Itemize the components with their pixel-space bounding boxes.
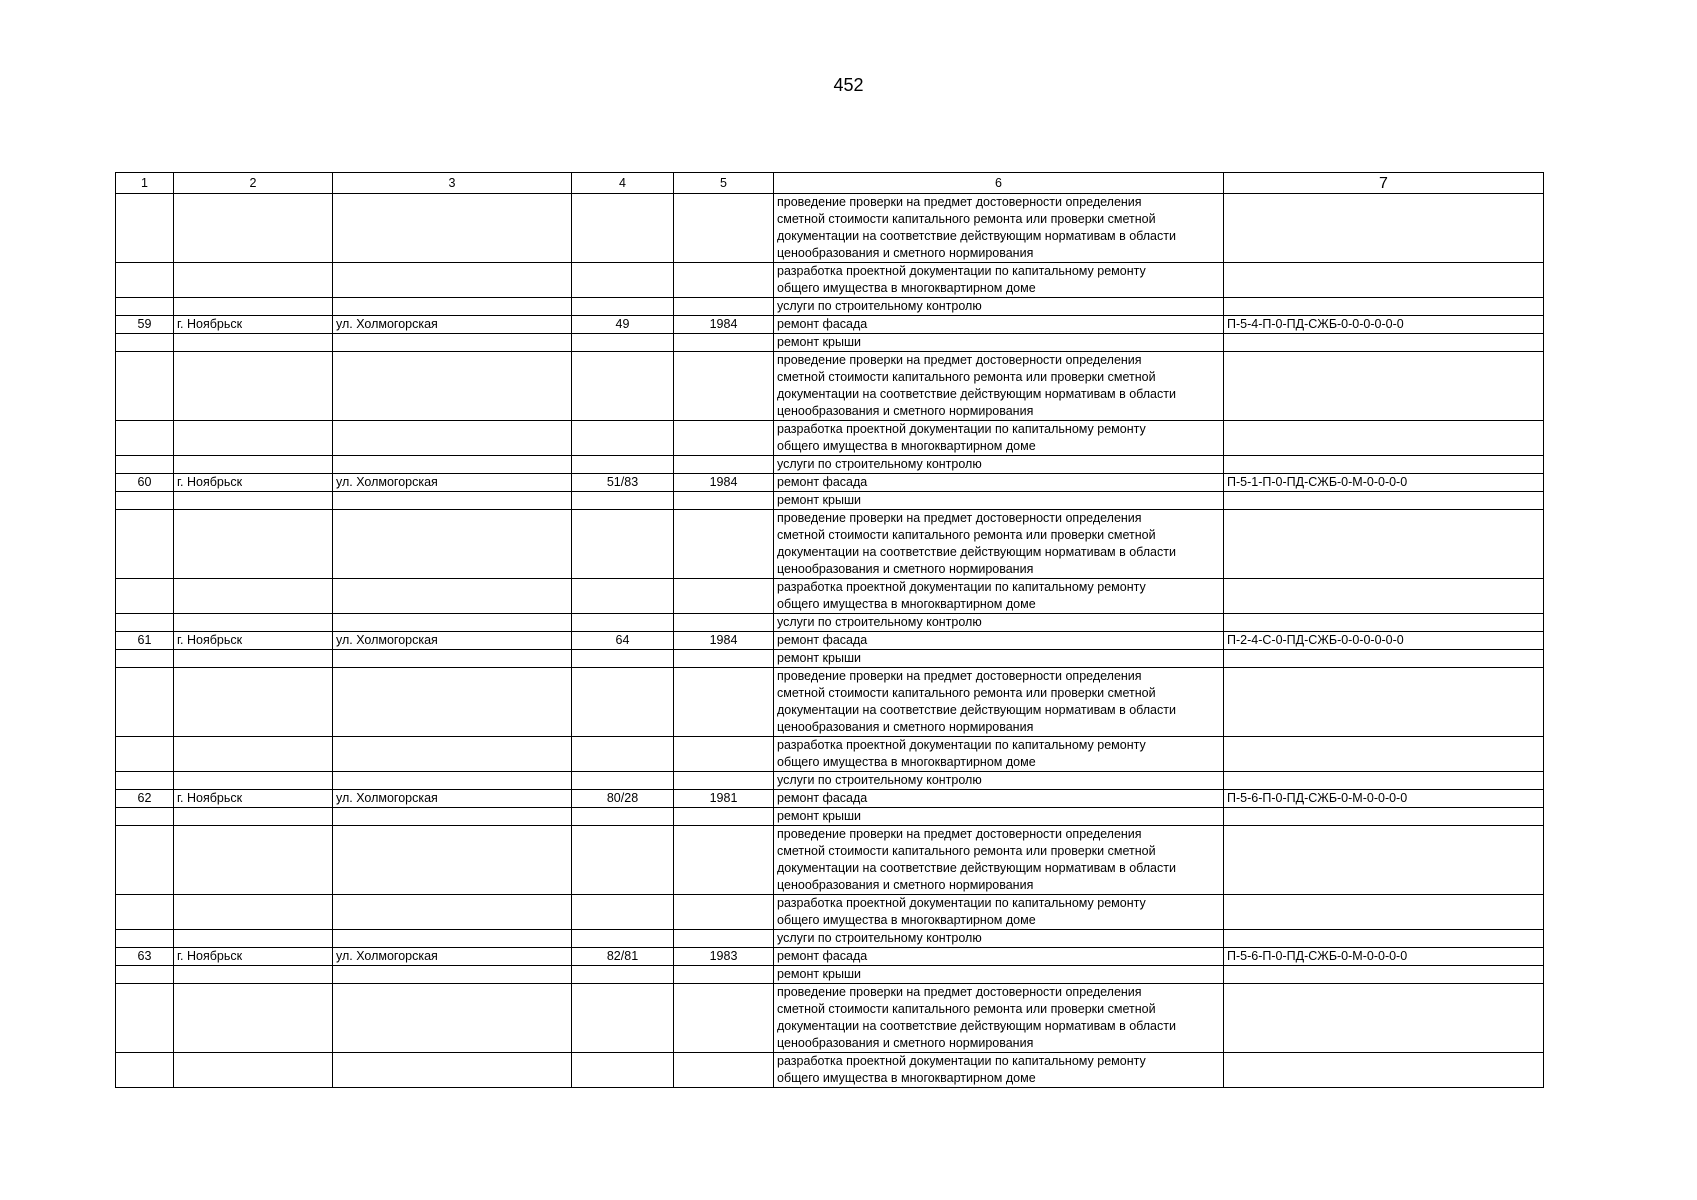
- house-number-cell: [572, 614, 674, 632]
- house-number-cell: [572, 668, 674, 737]
- building-code-cell: [1224, 614, 1544, 632]
- work-type-cell: ремонт крыши: [774, 492, 1224, 510]
- year-built-cell: [674, 895, 774, 930]
- work-type-cell: ремонт фасада: [774, 474, 1224, 492]
- header-cell-1: 1: [116, 173, 174, 194]
- house-number-cell: [572, 421, 674, 456]
- city-cell: [174, 808, 333, 826]
- row-number-cell: 61: [116, 632, 174, 650]
- building-code-cell: [1224, 966, 1544, 984]
- year-built-cell: [674, 826, 774, 895]
- header-cell-6: 6: [774, 173, 1224, 194]
- row-number-cell: [116, 194, 174, 263]
- year-built-cell: [674, 421, 774, 456]
- row-number-cell: [116, 263, 174, 298]
- year-built-cell: 1981: [674, 790, 774, 808]
- table-row: [116, 474, 1544, 492]
- year-built-cell: [674, 334, 774, 352]
- city-cell: [174, 737, 333, 772]
- building-code-cell: П-5-1-П-0-ПД-СЖБ-0-М-0-0-0-0: [1224, 474, 1544, 492]
- table-row: [116, 456, 1544, 474]
- city-cell: [174, 352, 333, 421]
- year-built-cell: 1984: [674, 632, 774, 650]
- street-cell: [333, 334, 572, 352]
- row-number-cell: [116, 1053, 174, 1088]
- year-built-cell: [674, 737, 774, 772]
- work-type-cell: разработка проектной документации по капитальному ремонту общего имущества в многоквартирном доме: [774, 1053, 1224, 1088]
- building-code-cell: [1224, 984, 1544, 1053]
- row-number-cell: 60: [116, 474, 174, 492]
- row-number-cell: [116, 334, 174, 352]
- table-row: [116, 650, 1544, 668]
- city-cell: г. Ноябрьск: [174, 948, 333, 966]
- city-cell: [174, 421, 333, 456]
- header-cell-4: 4: [572, 173, 674, 194]
- house-number-cell: [572, 579, 674, 614]
- house-number-cell: 80/28: [572, 790, 674, 808]
- house-number-cell: [572, 1053, 674, 1088]
- house-number-cell: [572, 650, 674, 668]
- row-number-cell: [116, 650, 174, 668]
- table-row: [116, 948, 1544, 966]
- repair-registry-table: [115, 172, 1544, 1088]
- street-cell: ул. Холмогорская: [333, 316, 572, 334]
- row-number-cell: [116, 737, 174, 772]
- house-number-cell: [572, 298, 674, 316]
- work-type-cell: разработка проектной документации по капитальному ремонту общего имущества в многоквартирном доме: [774, 421, 1224, 456]
- row-number-cell: [116, 298, 174, 316]
- work-type-cell: проведение проверки на предмет достоверности определения сметной стоимости капитального ремонта или проверки сметной документации на соответствие действующим нормативам в области ценообразования и сметного нормирования: [774, 668, 1224, 737]
- work-type-cell: ремонт крыши: [774, 966, 1224, 984]
- work-type-cell: проведение проверки на предмет достоверности определения сметной стоимости капитального ремонта или проверки сметной документации на соответствие действующим нормативам в области ценообразования и сметного нормирования: [774, 352, 1224, 421]
- year-built-cell: [674, 510, 774, 579]
- street-cell: [333, 492, 572, 510]
- work-type-cell: проведение проверки на предмет достоверности определения сметной стоимости капитального ремонта или проверки сметной документации на соответствие действующим нормативам в области ценообразования и сметного нормирования: [774, 984, 1224, 1053]
- table-row: [116, 334, 1544, 352]
- street-cell: ул. Холмогорская: [333, 790, 572, 808]
- work-type-cell: разработка проектной документации по капитальному ремонту общего имущества в многоквартирном доме: [774, 579, 1224, 614]
- building-code-cell: [1224, 421, 1544, 456]
- building-code-cell: П-5-6-П-0-ПД-СЖБ-0-М-0-0-0-0: [1224, 790, 1544, 808]
- street-cell: [333, 510, 572, 579]
- building-code-cell: [1224, 737, 1544, 772]
- work-type-cell: услуги по строительному контролю: [774, 930, 1224, 948]
- row-number-cell: [116, 492, 174, 510]
- year-built-cell: [674, 614, 774, 632]
- building-code-cell: П-5-6-П-0-ПД-СЖБ-0-М-0-0-0-0: [1224, 948, 1544, 966]
- row-number-cell: 59: [116, 316, 174, 334]
- building-code-cell: [1224, 650, 1544, 668]
- table-row: [116, 492, 1544, 510]
- building-code-cell: [1224, 668, 1544, 737]
- header-cell-3: 3: [333, 173, 572, 194]
- row-number-cell: 62: [116, 790, 174, 808]
- table-row: [116, 668, 1544, 737]
- work-type-cell: ремонт крыши: [774, 808, 1224, 826]
- work-type-cell: ремонт фасада: [774, 790, 1224, 808]
- street-cell: [333, 826, 572, 895]
- city-cell: [174, 1053, 333, 1088]
- building-code-cell: П-5-4-П-0-ПД-СЖБ-0-0-0-0-0-0: [1224, 316, 1544, 334]
- city-cell: [174, 298, 333, 316]
- house-number-cell: [572, 808, 674, 826]
- street-cell: [333, 1053, 572, 1088]
- year-built-cell: [674, 352, 774, 421]
- building-code-cell: [1224, 298, 1544, 316]
- table-row: [116, 194, 1544, 263]
- house-number-cell: [572, 826, 674, 895]
- year-built-cell: [674, 579, 774, 614]
- year-built-cell: 1984: [674, 316, 774, 334]
- city-cell: г. Ноябрьск: [174, 632, 333, 650]
- year-built-cell: [674, 1053, 774, 1088]
- city-cell: [174, 579, 333, 614]
- year-built-cell: [674, 298, 774, 316]
- work-type-cell: услуги по строительному контролю: [774, 298, 1224, 316]
- work-type-cell: ремонт фасада: [774, 948, 1224, 966]
- row-number-cell: [116, 579, 174, 614]
- street-cell: [333, 895, 572, 930]
- table-row: [116, 614, 1544, 632]
- row-number-cell: [116, 984, 174, 1053]
- work-type-cell: разработка проектной документации по капитальному ремонту общего имущества в многоквартирном доме: [774, 895, 1224, 930]
- house-number-cell: [572, 930, 674, 948]
- city-cell: г. Ноябрьск: [174, 474, 333, 492]
- row-number-cell: [116, 510, 174, 579]
- table-row: [116, 298, 1544, 316]
- house-number-cell: [572, 984, 674, 1053]
- street-cell: [333, 737, 572, 772]
- table-row: [116, 1053, 1544, 1088]
- house-number-cell: [572, 334, 674, 352]
- table-row: [116, 826, 1544, 895]
- city-cell: [174, 334, 333, 352]
- city-cell: [174, 826, 333, 895]
- work-type-cell: разработка проектной документации по капитальному ремонту общего имущества в многоквартирном доме: [774, 263, 1224, 298]
- row-number-cell: [116, 772, 174, 790]
- city-cell: [174, 895, 333, 930]
- house-number-cell: [572, 263, 674, 298]
- table-row: [116, 510, 1544, 579]
- street-cell: [333, 808, 572, 826]
- year-built-cell: [674, 930, 774, 948]
- building-code-cell: [1224, 895, 1544, 930]
- street-cell: [333, 966, 572, 984]
- year-built-cell: [674, 492, 774, 510]
- city-cell: [174, 966, 333, 984]
- building-code-cell: [1224, 510, 1544, 579]
- building-code-cell: П-2-4-С-0-ПД-СЖБ-0-0-0-0-0-0: [1224, 632, 1544, 650]
- row-number-cell: [116, 930, 174, 948]
- street-cell: ул. Холмогорская: [333, 948, 572, 966]
- page-number: 452: [833, 75, 864, 95]
- work-type-cell: услуги по строительному контролю: [774, 614, 1224, 632]
- building-code-cell: [1224, 194, 1544, 263]
- year-built-cell: [674, 194, 774, 263]
- year-built-cell: 1984: [674, 474, 774, 492]
- row-number-cell: [116, 456, 174, 474]
- city-cell: [174, 650, 333, 668]
- street-cell: [333, 298, 572, 316]
- city-cell: г. Ноябрьск: [174, 790, 333, 808]
- work-type-cell: ремонт крыши: [774, 334, 1224, 352]
- row-number-cell: [116, 352, 174, 421]
- row-number-cell: [116, 421, 174, 456]
- street-cell: [333, 421, 572, 456]
- house-number-cell: 82/81: [572, 948, 674, 966]
- building-code-cell: [1224, 1053, 1544, 1088]
- street-cell: [333, 614, 572, 632]
- street-cell: [333, 650, 572, 668]
- street-cell: ул. Холмогорская: [333, 474, 572, 492]
- city-cell: [174, 984, 333, 1053]
- building-code-cell: [1224, 772, 1544, 790]
- table-row: [116, 263, 1544, 298]
- street-cell: [333, 263, 572, 298]
- city-cell: [174, 492, 333, 510]
- building-code-cell: [1224, 930, 1544, 948]
- house-number-cell: 49: [572, 316, 674, 334]
- house-number-cell: [572, 492, 674, 510]
- row-number-cell: [116, 614, 174, 632]
- year-built-cell: 1983: [674, 948, 774, 966]
- row-number-cell: [116, 668, 174, 737]
- work-type-cell: услуги по строительному контролю: [774, 456, 1224, 474]
- house-number-cell: [572, 510, 674, 579]
- year-built-cell: [674, 650, 774, 668]
- building-code-cell: [1224, 263, 1544, 298]
- house-number-cell: [572, 737, 674, 772]
- building-code-cell: [1224, 352, 1544, 421]
- street-cell: [333, 352, 572, 421]
- table-row: [116, 579, 1544, 614]
- work-type-cell: услуги по строительному контролю: [774, 772, 1224, 790]
- table-row: [116, 930, 1544, 948]
- city-cell: [174, 668, 333, 737]
- table-row: [116, 808, 1544, 826]
- year-built-cell: [674, 808, 774, 826]
- table-row: [116, 632, 1544, 650]
- house-number-cell: 51/83: [572, 474, 674, 492]
- street-cell: [333, 668, 572, 737]
- city-cell: [174, 194, 333, 263]
- building-code-cell: [1224, 334, 1544, 352]
- building-code-cell: [1224, 826, 1544, 895]
- header-cell-7: 7: [1224, 173, 1544, 194]
- table-row: [116, 772, 1544, 790]
- house-number-cell: [572, 194, 674, 263]
- table-row: [116, 895, 1544, 930]
- table-row: [116, 316, 1544, 334]
- work-type-cell: проведение проверки на предмет достоверности определения сметной стоимости капитального ремонта или проверки сметной документации на соответствие действующим нормативам в области ценообразования и сметного нормирования: [774, 510, 1224, 579]
- table-header-row: [116, 173, 1544, 194]
- year-built-cell: [674, 263, 774, 298]
- year-built-cell: [674, 966, 774, 984]
- row-number-cell: 63: [116, 948, 174, 966]
- building-code-cell: [1224, 808, 1544, 826]
- work-type-cell: проведение проверки на предмет достоверности определения сметной стоимости капитального ремонта или проверки сметной документации на соответствие действующим нормативам в области ценообразования и сметного нормирования: [774, 826, 1224, 895]
- city-cell: г. Ноябрьск: [174, 316, 333, 334]
- work-type-cell: ремонт фасада: [774, 632, 1224, 650]
- table-row: [116, 966, 1544, 984]
- house-number-cell: [572, 456, 674, 474]
- street-cell: [333, 772, 572, 790]
- house-number-cell: [572, 966, 674, 984]
- row-number-cell: [116, 895, 174, 930]
- work-type-cell: проведение проверки на предмет достоверности определения сметной стоимости капитального ремонта или проверки сметной документации на соответствие действующим нормативам в области ценообразования и сметного нормирования: [774, 194, 1224, 263]
- year-built-cell: [674, 772, 774, 790]
- table-row: [116, 984, 1544, 1053]
- city-cell: [174, 456, 333, 474]
- city-cell: [174, 930, 333, 948]
- street-cell: [333, 984, 572, 1053]
- house-number-cell: [572, 772, 674, 790]
- building-code-cell: [1224, 456, 1544, 474]
- table-row: [116, 352, 1544, 421]
- table-row: [116, 790, 1544, 808]
- city-cell: [174, 614, 333, 632]
- work-type-cell: ремонт крыши: [774, 650, 1224, 668]
- row-number-cell: [116, 966, 174, 984]
- table-row: [116, 737, 1544, 772]
- building-code-cell: [1224, 492, 1544, 510]
- street-cell: [333, 579, 572, 614]
- street-cell: [333, 456, 572, 474]
- header-cell-2: 2: [174, 173, 333, 194]
- row-number-cell: [116, 826, 174, 895]
- house-number-cell: [572, 352, 674, 421]
- street-cell: [333, 194, 572, 263]
- city-cell: [174, 263, 333, 298]
- header-cell-5: 5: [674, 173, 774, 194]
- street-cell: [333, 930, 572, 948]
- year-built-cell: [674, 984, 774, 1053]
- building-code-cell: [1224, 579, 1544, 614]
- city-cell: [174, 510, 333, 579]
- house-number-cell: 64: [572, 632, 674, 650]
- work-type-cell: ремонт фасада: [774, 316, 1224, 334]
- table-row: [116, 421, 1544, 456]
- year-built-cell: [674, 668, 774, 737]
- row-number-cell: [116, 808, 174, 826]
- year-built-cell: [674, 456, 774, 474]
- street-cell: ул. Холмогорская: [333, 632, 572, 650]
- city-cell: [174, 772, 333, 790]
- work-type-cell: разработка проектной документации по капитальному ремонту общего имущества в многоквартирном доме: [774, 737, 1224, 772]
- house-number-cell: [572, 895, 674, 930]
